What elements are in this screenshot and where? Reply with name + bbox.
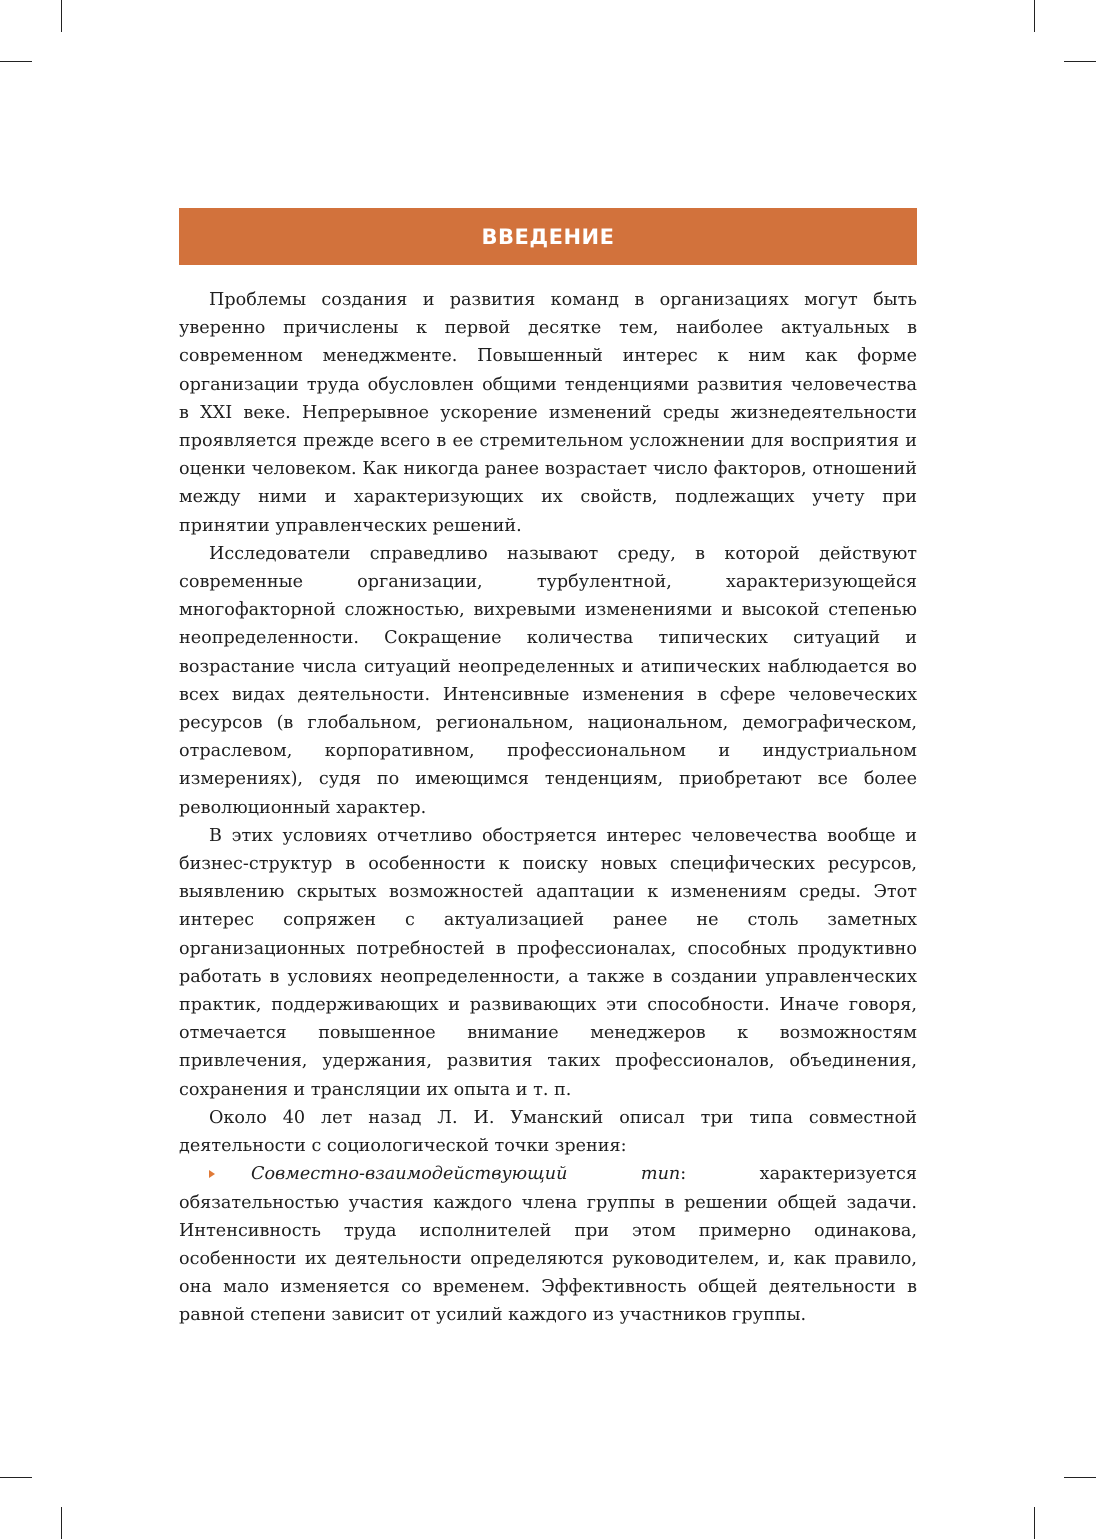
paragraph-4: Около 40 лет назад Л. И. Уманский описал три типа совместной деятельности с социологической точки зрения: bbox=[179, 1107, 917, 1157]
paragraph-1: Проблемы создания и развития команд в организациях могут быть уверенно причислены к первой десятке тем, наиболее актуальных в современном менеджменте. Повышенный интерес к ним как форме организации труда обусловлен общими тенденциями развития человечества в XXI веке. Непрерывное ускорение изменений среды жизнедеятельности проявляется прежде всего в ее стремительном усложнении для восприятия и оценки человеком. Как никогда ранее возрастает число факторов, отношений между ними и характеризующих их свойств, подлежащих учету при принятии управленческих решений. bbox=[179, 290, 917, 536]
chapter-heading-bar bbox=[179, 208, 917, 265]
crop-mark-top-right bbox=[1034, 0, 1035, 32]
list-item bbox=[179, 1160, 917, 1329]
crop-mark-top-left-h bbox=[0, 61, 32, 62]
crop-mark-top-left bbox=[61, 0, 62, 32]
body-text bbox=[179, 286, 917, 1330]
crop-mark-bottom-right-h bbox=[1064, 1477, 1096, 1478]
paragraph-3: В этих условиях отчетливо обостряется интерес человечества вообще и бизнес-структур в особенности к поиску новых специфических ресурсов, выявлению скрытых возможностей адаптации к изменениям среды. Этот интерес сопряжен с актуализацией ранее не столь заметных организационных потребностей в профессионалах, способных продуктивно работать в условиях неопределенности, а также в создании управленческих практик, поддерживающих и развивающих эти способности. Иначе говоря, отмечается повышенное внимание менеджеров к возможностям привлечения, удержания, развития таких профессионалов, объединения, сохранения и трансляции их опыта и т. п. bbox=[179, 825, 917, 1100]
list-item-text: : характеризуется обязательностью участия каждого члена группы в решении общей задачи. Интенсивность труда исполнителей при этом примерно одинакова, особенности их деятельности определяются руководителем, и, как правило, она мало изменяется со временем. Эффективность общей деятельности в равной степени зависит от усилий каждого из участников группы. bbox=[179, 1164, 918, 1326]
list-item-term: Совместно-взаимодействующий тип bbox=[251, 1164, 681, 1185]
crop-mark-bottom-left bbox=[61, 1507, 62, 1539]
crop-mark-bottom-right bbox=[1034, 1507, 1035, 1539]
chapter-title: ВВЕДЕНИЕ bbox=[481, 224, 615, 249]
paragraph-2: Исследователи справедливо называют среду, в которой действуют современные организации, турбулентной, характеризующейся многофакторной сложностью, вихревыми изменениями и высокой степенью неопределенности. Сокращение количества типических ситуаций и возрастание числа ситуаций неопределенных и атипических наблюдается во всех видах деятельности. Интенсивные изменения в сфере человеческих ресурсов (в глобальном, региональном, национальном, демографическом, отраслевом, корпоративном, профессиональном и индустриальном измерениях), судя по имеющимся тенденциям, приобретают все более революционный характер. bbox=[179, 543, 917, 818]
triangle-bullet-icon bbox=[209, 1170, 215, 1178]
crop-mark-bottom-left-h bbox=[0, 1477, 32, 1478]
crop-mark-top-right-h bbox=[1064, 61, 1096, 62]
